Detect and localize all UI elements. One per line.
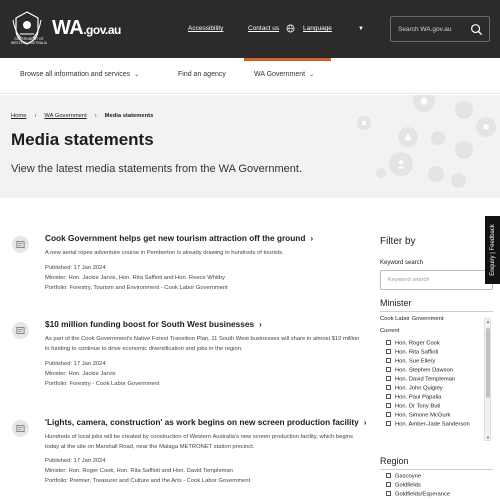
- checkbox-icon[interactable]: [386, 394, 391, 399]
- filter-sidebar: [375, 198, 500, 500]
- result-title: $10 million funding boost for South West businesses: [45, 319, 255, 329]
- minister-option-label: Hon. David Templeman: [395, 376, 456, 383]
- region-option-label: Goldfields: [395, 482, 421, 489]
- minister-checkbox[interactable]: [386, 340, 440, 347]
- decorative-bubble: [428, 166, 444, 182]
- site-search-input[interactable]: [390, 16, 490, 42]
- result-published: Published: 17 Jan 2024: [45, 458, 106, 464]
- chevron-down-icon: ⌄: [134, 72, 140, 78]
- checkbox-icon[interactable]: [386, 421, 391, 426]
- result-description: As part of the Cook Government's Native Forest Transition Plan, 11 South West businesses will share in almost $10 million in funding to continue to drive economic diversification and jobs in the region.: [45, 336, 360, 352]
- minister-checkbox[interactable]: [386, 358, 435, 365]
- result-published: Published: 17 Jan 2024: [45, 265, 106, 271]
- feedback-label: Enquiry | Feedback: [489, 224, 496, 276]
- wa-gov-logo[interactable]: [52, 17, 121, 40]
- minister-option-label: Hon. Dr Tony Buti: [395, 403, 441, 410]
- document-icon: [12, 236, 29, 253]
- nav-browse-label: Browse all information and services: [20, 71, 131, 78]
- contact-us-link[interactable]: Contact us: [248, 25, 280, 32]
- enquiry-feedback-tab[interactable]: [485, 216, 500, 284]
- minister-list-scrollbar[interactable]: [484, 318, 491, 441]
- nav-browse-services[interactable]: [20, 71, 139, 78]
- chevron-right-icon: ›: [94, 113, 97, 119]
- divider: [380, 311, 493, 312]
- chevron-right-icon: ›: [259, 320, 262, 329]
- decorative-bubble: [398, 127, 418, 147]
- minister-checkbox[interactable]: [386, 349, 438, 356]
- breadcrumb-wa-government[interactable]: WA Government: [44, 113, 87, 119]
- filter-title: Filter by: [380, 236, 416, 247]
- region-option-label: Goldfields/Esperance: [395, 491, 451, 498]
- result-portfolio: Portfolio: Forestry - Cook Labor Government: [45, 381, 160, 387]
- minister-option-label: Hon. Stephen Dawson: [395, 367, 454, 374]
- checkbox-icon[interactable]: [386, 358, 391, 363]
- page-hero: [0, 95, 500, 198]
- result-description: A new aerial ropes adventure course in Pemberton is already drawing in hundreds of tourists.: [45, 250, 284, 256]
- main-navigation: [0, 58, 500, 94]
- checkbox-icon[interactable]: [386, 473, 391, 478]
- minister-option-label: Hon. John Quigley: [395, 385, 443, 392]
- language-link[interactable]: Language: [303, 25, 332, 32]
- minister-heading: Minister: [380, 298, 412, 308]
- site-header: [0, 0, 500, 58]
- minister-checkbox[interactable]: [386, 403, 440, 410]
- keyword-placeholder: Keyword search: [388, 277, 430, 283]
- minister-option-label: Hon. Rita Saffioti: [395, 349, 439, 356]
- region-checkbox[interactable]: [386, 491, 450, 498]
- result-title: 'Lights, camera, construction' as work begins on new screen production facility: [45, 417, 359, 427]
- search-placeholder: Search WA.gov.au: [398, 26, 452, 33]
- breadcrumb-home[interactable]: Home: [11, 113, 27, 119]
- region-checkbox[interactable]: [386, 482, 421, 489]
- result-title: Cook Government helps get new tourism attraction off the ground: [45, 233, 306, 243]
- decorative-bubble: [431, 131, 445, 145]
- checkbox-icon[interactable]: [386, 349, 391, 354]
- checkbox-icon[interactable]: [386, 367, 391, 372]
- document-icon: [12, 322, 29, 339]
- media-statement-list: [0, 198, 370, 500]
- keyword-label: Keyword search: [380, 260, 424, 266]
- minister-sub-label: Current: [380, 328, 400, 334]
- decorative-bubble: [389, 152, 413, 176]
- chevron-right-icon: ›: [34, 113, 37, 119]
- nav-wa-government-label: WA Government: [254, 71, 306, 78]
- region-heading: Region: [380, 456, 409, 466]
- checkbox-icon[interactable]: [386, 385, 391, 390]
- decorative-bubble: [376, 168, 386, 178]
- chevron-down-icon: ⌄: [309, 72, 315, 78]
- checkbox-icon[interactable]: [386, 403, 391, 408]
- result-minister: Minister: Hon. Jackie Jarvis: [45, 371, 116, 377]
- page-subtitle: View the latest media statements from the WA Government.: [11, 163, 303, 175]
- decorative-bubble: [451, 173, 466, 188]
- chevron-down-icon[interactable]: ▼: [358, 26, 364, 32]
- media-statement-link[interactable]: [45, 319, 262, 329]
- breadcrumb-current: Media statements: [104, 113, 154, 119]
- minister-checkbox[interactable]: [386, 394, 441, 401]
- logo-suffix: .gov.au: [83, 23, 121, 37]
- decorative-bubble: [357, 116, 371, 130]
- media-statement-link[interactable]: [45, 417, 366, 427]
- region-option-label: Gascoyne: [395, 473, 422, 480]
- crest-caption: GOVERNMENT OF WESTERN AUSTRALIA: [10, 37, 48, 45]
- minister-checkbox[interactable]: [386, 367, 453, 374]
- region-checkbox[interactable]: [386, 473, 421, 480]
- checkbox-icon[interactable]: [386, 412, 391, 417]
- decorative-bubble: [455, 101, 473, 119]
- minister-checkbox[interactable]: [386, 421, 470, 428]
- keyword-search-input[interactable]: [380, 270, 493, 290]
- result-portfolio: Portfolio: Forestry, Tourism and Environment - Cook Labor Government: [45, 285, 228, 291]
- minister-checkbox[interactable]: [386, 385, 443, 392]
- nav-find-agency[interactable]: [178, 71, 226, 78]
- scroll-down-icon[interactable]: ▼: [486, 435, 490, 440]
- minister-checkbox[interactable]: [386, 376, 455, 383]
- result-minister: Minister: Hon. Jackie Jarvis, Hon. Rita Saffioti and Hon. Reece Whitby: [45, 275, 225, 281]
- result-description: Hundreds of local jobs will be created by construction of Western Australia's new screen production facility, which begins today at the site on Marshall Road, near the Malaga METRONET station precinct.: [45, 434, 353, 450]
- nav-find-agency-label: Find an agency: [178, 71, 226, 78]
- globe-icon: [286, 24, 295, 33]
- checkbox-icon[interactable]: [386, 340, 391, 345]
- search-icon[interactable]: [470, 23, 483, 36]
- decorative-bubble: [455, 141, 473, 159]
- minister-option-label: Hon. Amber-Jade Sanderson: [395, 421, 470, 428]
- result-portfolio: Portfolio: Premier, Treasurer and Culture and the Arts - Cook Labor Government: [45, 478, 251, 484]
- scroll-up-icon[interactable]: ▲: [486, 319, 490, 324]
- scrollbar-thumb[interactable]: [486, 328, 490, 398]
- decorative-bubble: [476, 117, 496, 137]
- active-nav-indicator: [244, 58, 331, 61]
- page-title: Media statements: [11, 130, 154, 149]
- result-published: Published: 17 Jan 2024: [45, 361, 106, 367]
- media-statement-link[interactable]: [45, 233, 313, 243]
- checkbox-icon[interactable]: [386, 491, 391, 496]
- chevron-right-icon: ›: [310, 234, 314, 243]
- nav-wa-government[interactable]: [254, 71, 314, 78]
- divider: [380, 469, 493, 470]
- accessibility-link[interactable]: Accessibility: [188, 25, 224, 32]
- minister-option-label: Hon. Sue Ellery: [395, 358, 436, 365]
- result-minister: Minister: Hon. Roger Cook, Hon. Rita Saffioti and Hon. David Templeman: [45, 468, 233, 474]
- checkbox-icon[interactable]: [386, 482, 391, 487]
- logo-main: WA: [52, 17, 84, 39]
- decorative-bubble: [413, 95, 435, 112]
- document-icon: [12, 420, 29, 437]
- minister-checkbox[interactable]: [386, 412, 450, 419]
- chevron-right-icon: ›: [363, 418, 367, 427]
- checkbox-icon[interactable]: [386, 376, 391, 381]
- minister-group-label: Cook Labor Government: [380, 316, 444, 322]
- minister-option-label: Hon. Paul Papalia: [395, 394, 442, 401]
- minister-option-label: Hon. Simone McGurk: [395, 412, 451, 419]
- minister-option-label: Hon. Roger Cook: [395, 340, 440, 347]
- breadcrumb: [11, 113, 153, 119]
